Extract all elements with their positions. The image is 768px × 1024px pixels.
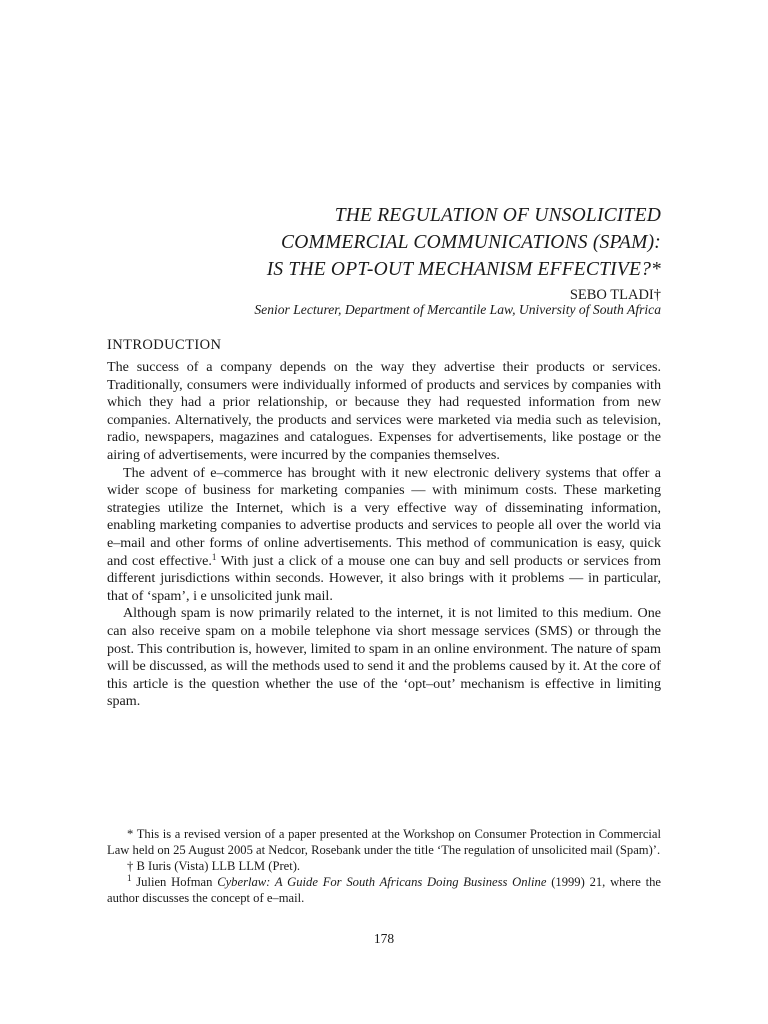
paragraph-2-part-b: With just a click of a mouse one can buy and sell products or services from different jurisdictions within seconds. However, it also brings with it problems — in particular, that of ‘spam’, i e unsolicited junk mail. [107,552,661,604]
page-number: 178 [373,931,395,946]
section-heading: INTRODUCTION [107,337,222,353]
footnote-1-marker: 1 [127,873,132,883]
paragraph-2-part-a: The advent of e–commerce has brought with it new electronic delivery systems that offer a wider scope of business for marketing companies — with minimum costs. These marketing strategies utilize the Internet, which is a very effective way of disseminating information, enabling marketing companies to advertise products and services to people all over the world via e–mail and other forms of online advertisements. This method of communication is easy, quick and cost effective. [107,464,661,569]
title-line-3: IS THE OPT-OUT MECHANISM EFFECTIVE?* [266,259,661,280]
paragraph-2 [107,465,661,606]
footnote-ref-1[interactable]: 1 [211,551,217,562]
title-line-1: THE REGULATION OF UNSOLICITED [334,205,661,226]
author-name: SEBO TLADI† [569,287,661,303]
paragraph-3: Although spam is now primarily related to the internet, it is not limited to this medium. One can also receive spam on a mobile telephone via short message services (SMS) or through the post. This contribution is, however, limited to spam in an online environment. The nature of spam will be discussed, as will the methods used to send it and the problems caused by it. At the core of this article is the question whether the use of the ‘opt–out’ mechanism is effective in limiting spam. [107,605,661,710]
footnote-1-title: Cyberlaw: A Guide For South Africans Doing Business Online [217,875,547,889]
document-page [107,0,661,1024]
author-affiliation: Senior Lecturer, Department of Mercantile Law, University of South Africa [254,302,661,317]
footnote-dagger: † B Iuris (Vista) LLB LLM (Pret). [127,859,301,873]
footnotes [107,826,661,906]
title-line-2: COMMERCIAL COMMUNICATIONS (SPAM): [281,232,661,253]
footnote-star: * This is a revised version of a paper presented at the Workshop on Consumer Protection in Commercial Law held on 25 August 2005 at Nedcor, Rosebank under the title ‘The regulation of unsolicited mail (Spam)’. [107,827,661,857]
footnote-1 [107,874,661,906]
article-title [107,202,661,283]
footnote-1-author: Julien Hofman [131,875,218,889]
paragraph-1: The success of a company depends on the way they advertise their products or services. Traditionally, consumers were individually informed of products and services by companies with which they had a prior relationship, or because they had requested information from new companies. Alternatively, the products and services were marketed via media such as television, radio, newspapers, magazines and catalogues. Expenses for advertisements, like postage or the airing of advertisements, were incurred by the companies themselves. [107,359,661,463]
footnote-1-rest: (1999) 21, where the author discusses the concept of e–mail. [107,875,662,905]
body-text [107,359,661,711]
